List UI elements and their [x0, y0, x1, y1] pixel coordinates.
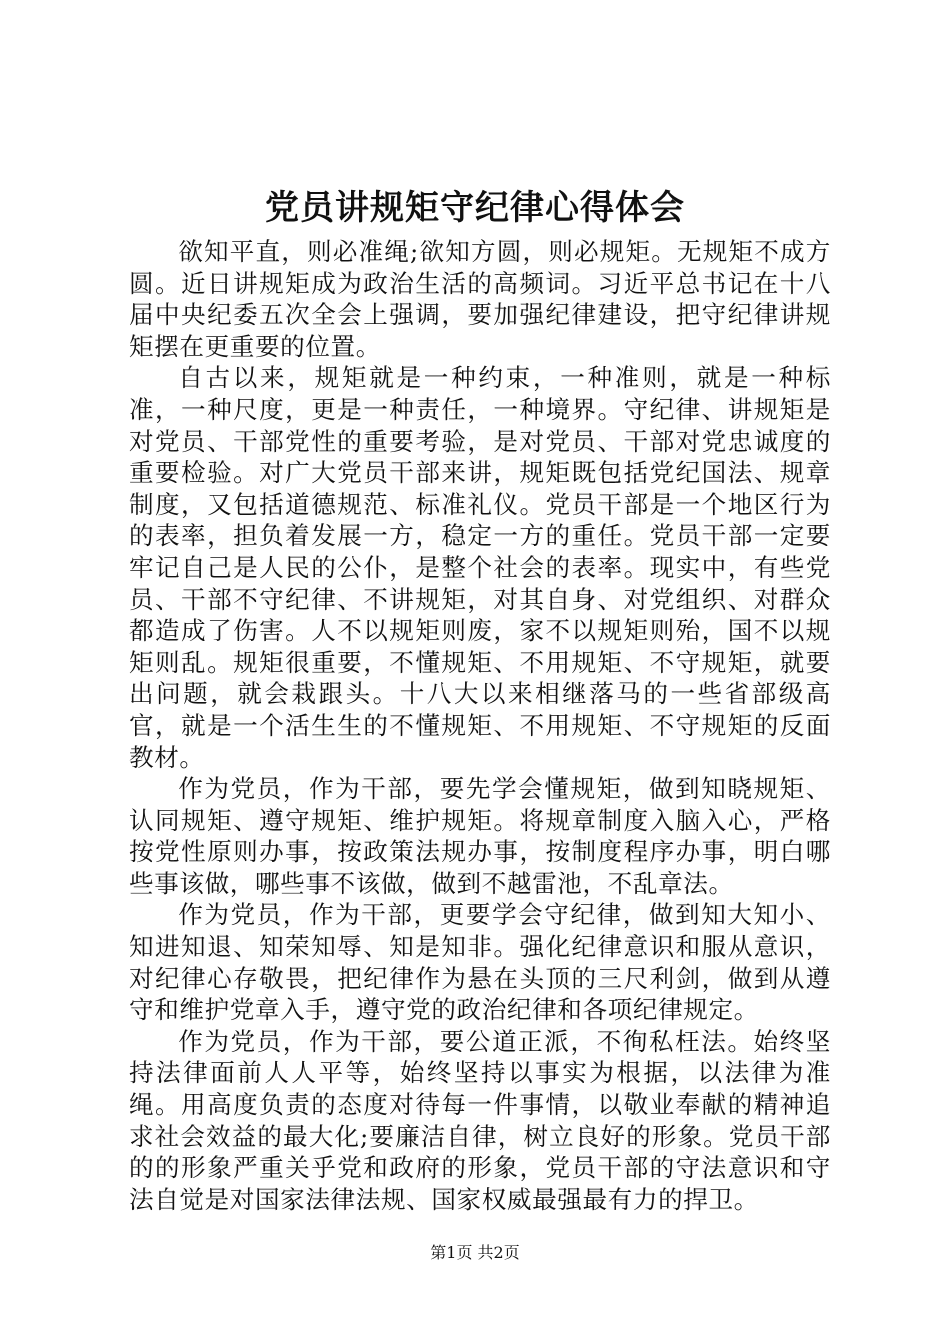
paragraph-5: 作为党员，作为干部，要公道正派，不徇私枉法。始终坚持法律面前人人平等，始终坚持以事实为根据，以法律为准绳。用高度负责的态度对待每一件事情，以敬业奉献的精神追求社会效益的最大化;要廉洁自律，树立良好的形象。党员干部的的形象严重关乎党和政府的形象，党员干部的守法意识和守法自觉是对国家法律法规、国家权威最强最有力的捍卫。 [129, 1026, 831, 1214]
paragraph-2: 自古以来，规矩就是一种约束，一种准则，就是一种标准，一种尺度，更是一种责任，一种境界。守纪律、讲规矩是对党员、干部党性的重要考验，是对党员、干部对党忠诚度的重要检验。对广大党员干部来讲，规矩既包括党纪国法、规章制度，又包括道德规范、标准礼仪。党员干部是一个地区行为的表率，担负着发展一方，稳定一方的重任。党员干部一定要牢记自己是人民的公仆，是整个社会的表率。现实中，有些党员、干部不守纪律、不讲规矩，对其自身、对党组织、对群众都造成了伤害。人不以规矩则废，家不以规矩则殆，国不以规矩则乱。规矩很重要，不懂规矩、不用规矩、不守规矩，就要出问题，就会栽跟头。十八大以来相继落马的一些省部级高官，就是一个活生生的不懂规矩、不用规矩、不守规矩的反面教材。 [129, 363, 831, 772]
paragraph-3: 作为党员，作为干部，要先学会懂规矩，做到知晓规矩、认同规矩、遵守规矩、维护规矩。将规章制度入脑入心，严格按党性原则办事，按政策法规办事，按制度程序办事，明白哪些事该做，哪些事不该做，做到不越雷池，不乱章法。 [129, 774, 831, 898]
document-title: 党员讲规矩守纪律心得体会 [265, 188, 685, 228]
paragraph-1: 欲知平直，则必准绳;欲知方圆，则必规矩。无规矩不成方圆。近日讲规矩成为政治生活的高频词。习近平总书记在十八届中央纪委五次全会上强调，要加强纪律建设，把守纪律讲规矩摆在更重要的位置。 [129, 237, 831, 361]
paragraph-4: 作为党员，作为干部，更要学会守纪律，做到知大知小、知进知退、知荣知辱、知是知非。强化纪律意识和服从意识，对纪律心存敬畏，把纪律作为悬在头顶的三尺利剑，做到从遵守和维护党章入手，遵守党的政治纪律和各项纪律规定。 [129, 900, 831, 1025]
page-number-footer: 第1页 共2页 [430, 1243, 520, 1262]
document-body [129, 236, 831, 1215]
